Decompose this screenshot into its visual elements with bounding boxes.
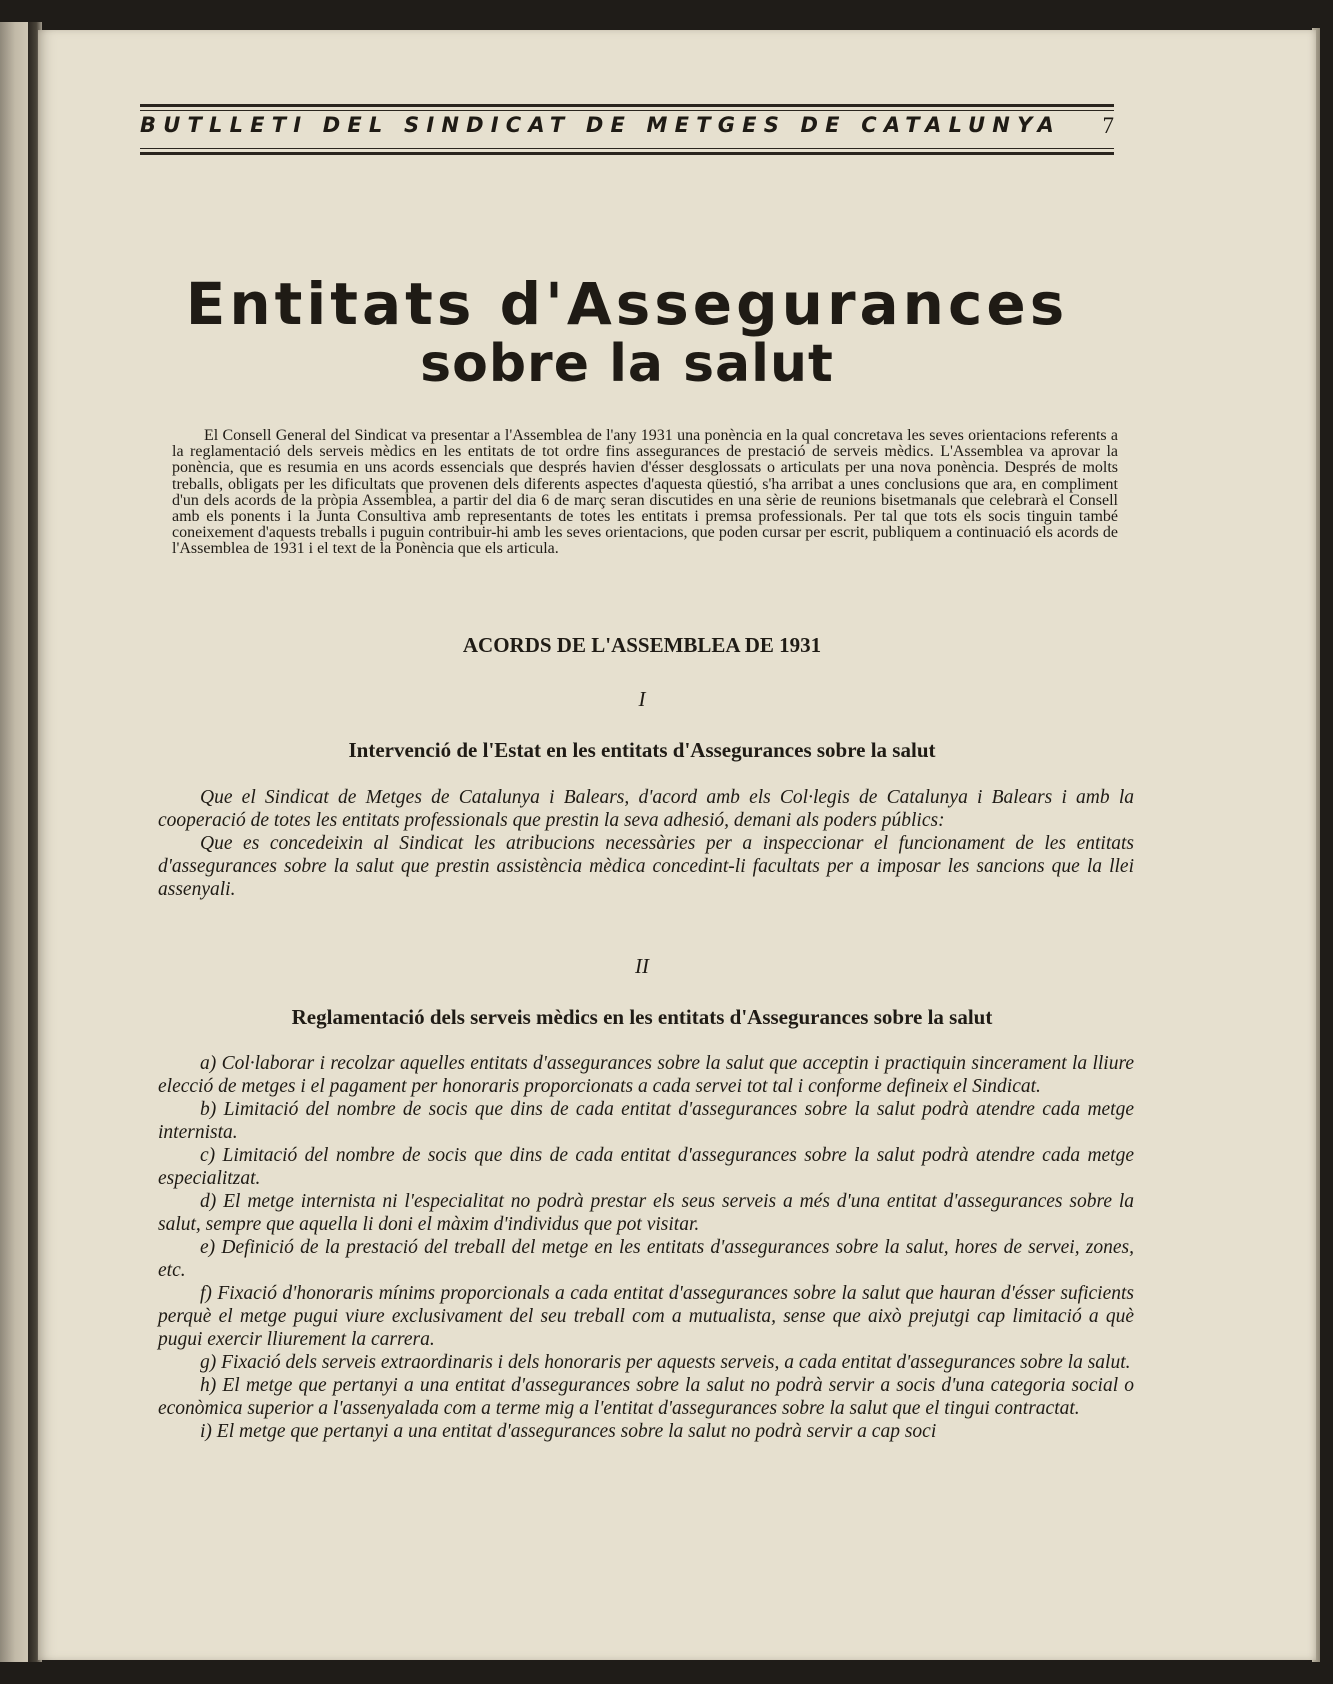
- item-text: Limitació del nombre de socis que dins de cada entitat d'assegurances sobre la salut podrà atendre cada metge internista.: [158, 1099, 1135, 1143]
- journal-title: BUTLLETI DEL SINDICAT DE METGES DE CATALUNYA: [140, 113, 1061, 137]
- list-item: [158, 1282, 1134, 1351]
- body-paragraph: Que es concedeixin al Sindicat les atribucions necessàries per a inspeccionar el funcionament de les entitats d'assegurances sobre la salut que prestin assistència mèdica concedint-li facultats per a imposar les sancions que la llei assenyali.: [158, 833, 1134, 900]
- item-letter: b): [200, 1099, 217, 1120]
- list-item: [158, 1351, 1134, 1374]
- list-item: [158, 1236, 1134, 1282]
- item-text: Limitació del nombre de socis que dins de cada entitat d'assegurances sobre la salut podrà atendre cada metge especialitzat.: [158, 1145, 1135, 1189]
- list-item: [158, 1190, 1134, 1236]
- running-header: [140, 104, 1114, 154]
- page-number: 7: [1102, 113, 1114, 138]
- item-text: El metge internista ni l'especialitat no podrà prestar els seus serveis a més d'una entitat d'assegurances sobre la salut, sempre que aquella li doni el màxim d'individus que pot visitar.: [158, 1191, 1135, 1235]
- header-rule: [140, 148, 1114, 149]
- item-letter: f): [200, 1283, 212, 1304]
- item-letter: h): [200, 1375, 217, 1396]
- item-letter: a): [200, 1053, 217, 1074]
- header-rule: [140, 104, 1114, 107]
- article-title-line-1: Entitats d'Assegurances: [185, 270, 1069, 338]
- item-text: El metge que pertanyi a una entitat d'assegurances sobre la salut no podrà servir a cap soci: [216, 1421, 937, 1442]
- item-text: El metge que pertanyi a una entitat d'assegurances sobre la salut no podrà servir a socis d'una categoria social o econòmica superior a l'assenyalada com a terme mig a l'entitat d'assegurances sobre la salut que el tingui contractat.: [158, 1375, 1134, 1419]
- part-numeral: I: [638, 687, 646, 711]
- list-item: [158, 1420, 1134, 1443]
- header-rule: [140, 152, 1114, 155]
- list-item: [158, 1374, 1134, 1420]
- body-paragraph: Que el Sindicat de Metges de Catalunya i Balears, d'acord amb els Col·legis de Catalunya i Balears i amb la cooperació de totes les entitats professionals que prestin la seva adhesió, demani als poders públics:: [158, 787, 1134, 831]
- item-text: Col·laborar i recolzar aquelles entitats d'assegurances sobre la salut que acceptin i practiquin sincerament la lliure elecció de metges i el pagament per honoraris proporcionats a cada servei tot tal i conforme defineix el Sindicat.: [158, 1053, 1134, 1097]
- intro-paragraph: El Consell General del Sindicat va presentar a l'Assemblea de l'any 1931 una ponència en la qual concretava les seves orientacions referents a la reglamentació dels serveis mèdics en les entitats de tot ordre fins assegurances de prestació de serveis mèdics. L'Assemblea va aprovar la ponència, que es resumia en uns acords essencials que després havien d'ésser desglossats o articulats per una nova ponència. Després de molts treballs, obligats per les dificultats que provenen dels diferents aspectes d'aquesta qüestió, s'ha arribat a unes conclusions que ara, en compliment d'un dels acords de la pròpia Assemblea, a partir del dia 6 de març seran discutides en una sèrie de reunions bisetmanals que celebrarà el Consell amb els ponents i la Junta Consultiva amb representants de totes les entitats i premsa professionals. Per tal que tots els socis tinguin també coneixement d'aquests treballs i puguin contribuir-hi amb les seves orientacions, que poden cursar per escrit, publiquem a continuació els acords de l'Assemblea de 1931 i el text de la Ponència que els articula.: [172, 427, 1118, 558]
- list-item: [158, 1098, 1134, 1144]
- item-text: Fixació dels serveis extraordinaris i dels honoraris per aquests serveis, a cada entitat d'assegurances sobre la salut.: [221, 1352, 1131, 1373]
- part-heading: Reglamentació dels serveis mèdics en les entitats d'Assegurances sobre la salut: [291, 1005, 993, 1029]
- item-letter: e): [200, 1237, 216, 1258]
- item-letter: g): [200, 1352, 217, 1373]
- section-heading: ACORDS DE L'ASSEMBLEA DE 1931: [462, 633, 822, 657]
- header-rule: [140, 110, 1114, 111]
- part-one-body: [158, 786, 1134, 901]
- item-text: Fixació d'honoraris mínims proporcionals a cada entitat d'assegurances sobre la salut que hauran d'ésser suficients perquè el metge pugui viure exclusivament del seu treball com a mutualista, sense que això prejutgi cap limitació a què pugui exercir lliurement la carrera.: [158, 1283, 1134, 1350]
- item-text: Definició de la prestació del treball del metge en les entitats d'assegurances sobre la salut, hores de servei, zones, etc.: [158, 1237, 1135, 1281]
- list-item: [158, 1144, 1134, 1190]
- list-item: [158, 1052, 1134, 1098]
- part-numeral: II: [635, 954, 649, 978]
- item-letter: i): [200, 1421, 212, 1442]
- article-title-line-2: sobre la salut: [420, 334, 834, 394]
- item-letter: d): [200, 1191, 217, 1212]
- part-heading: Intervenció de l'Estat en les entitats d'Assegurances sobre la salut: [348, 738, 936, 762]
- item-letter: c): [200, 1145, 216, 1166]
- part-two-body: [158, 1052, 1134, 1443]
